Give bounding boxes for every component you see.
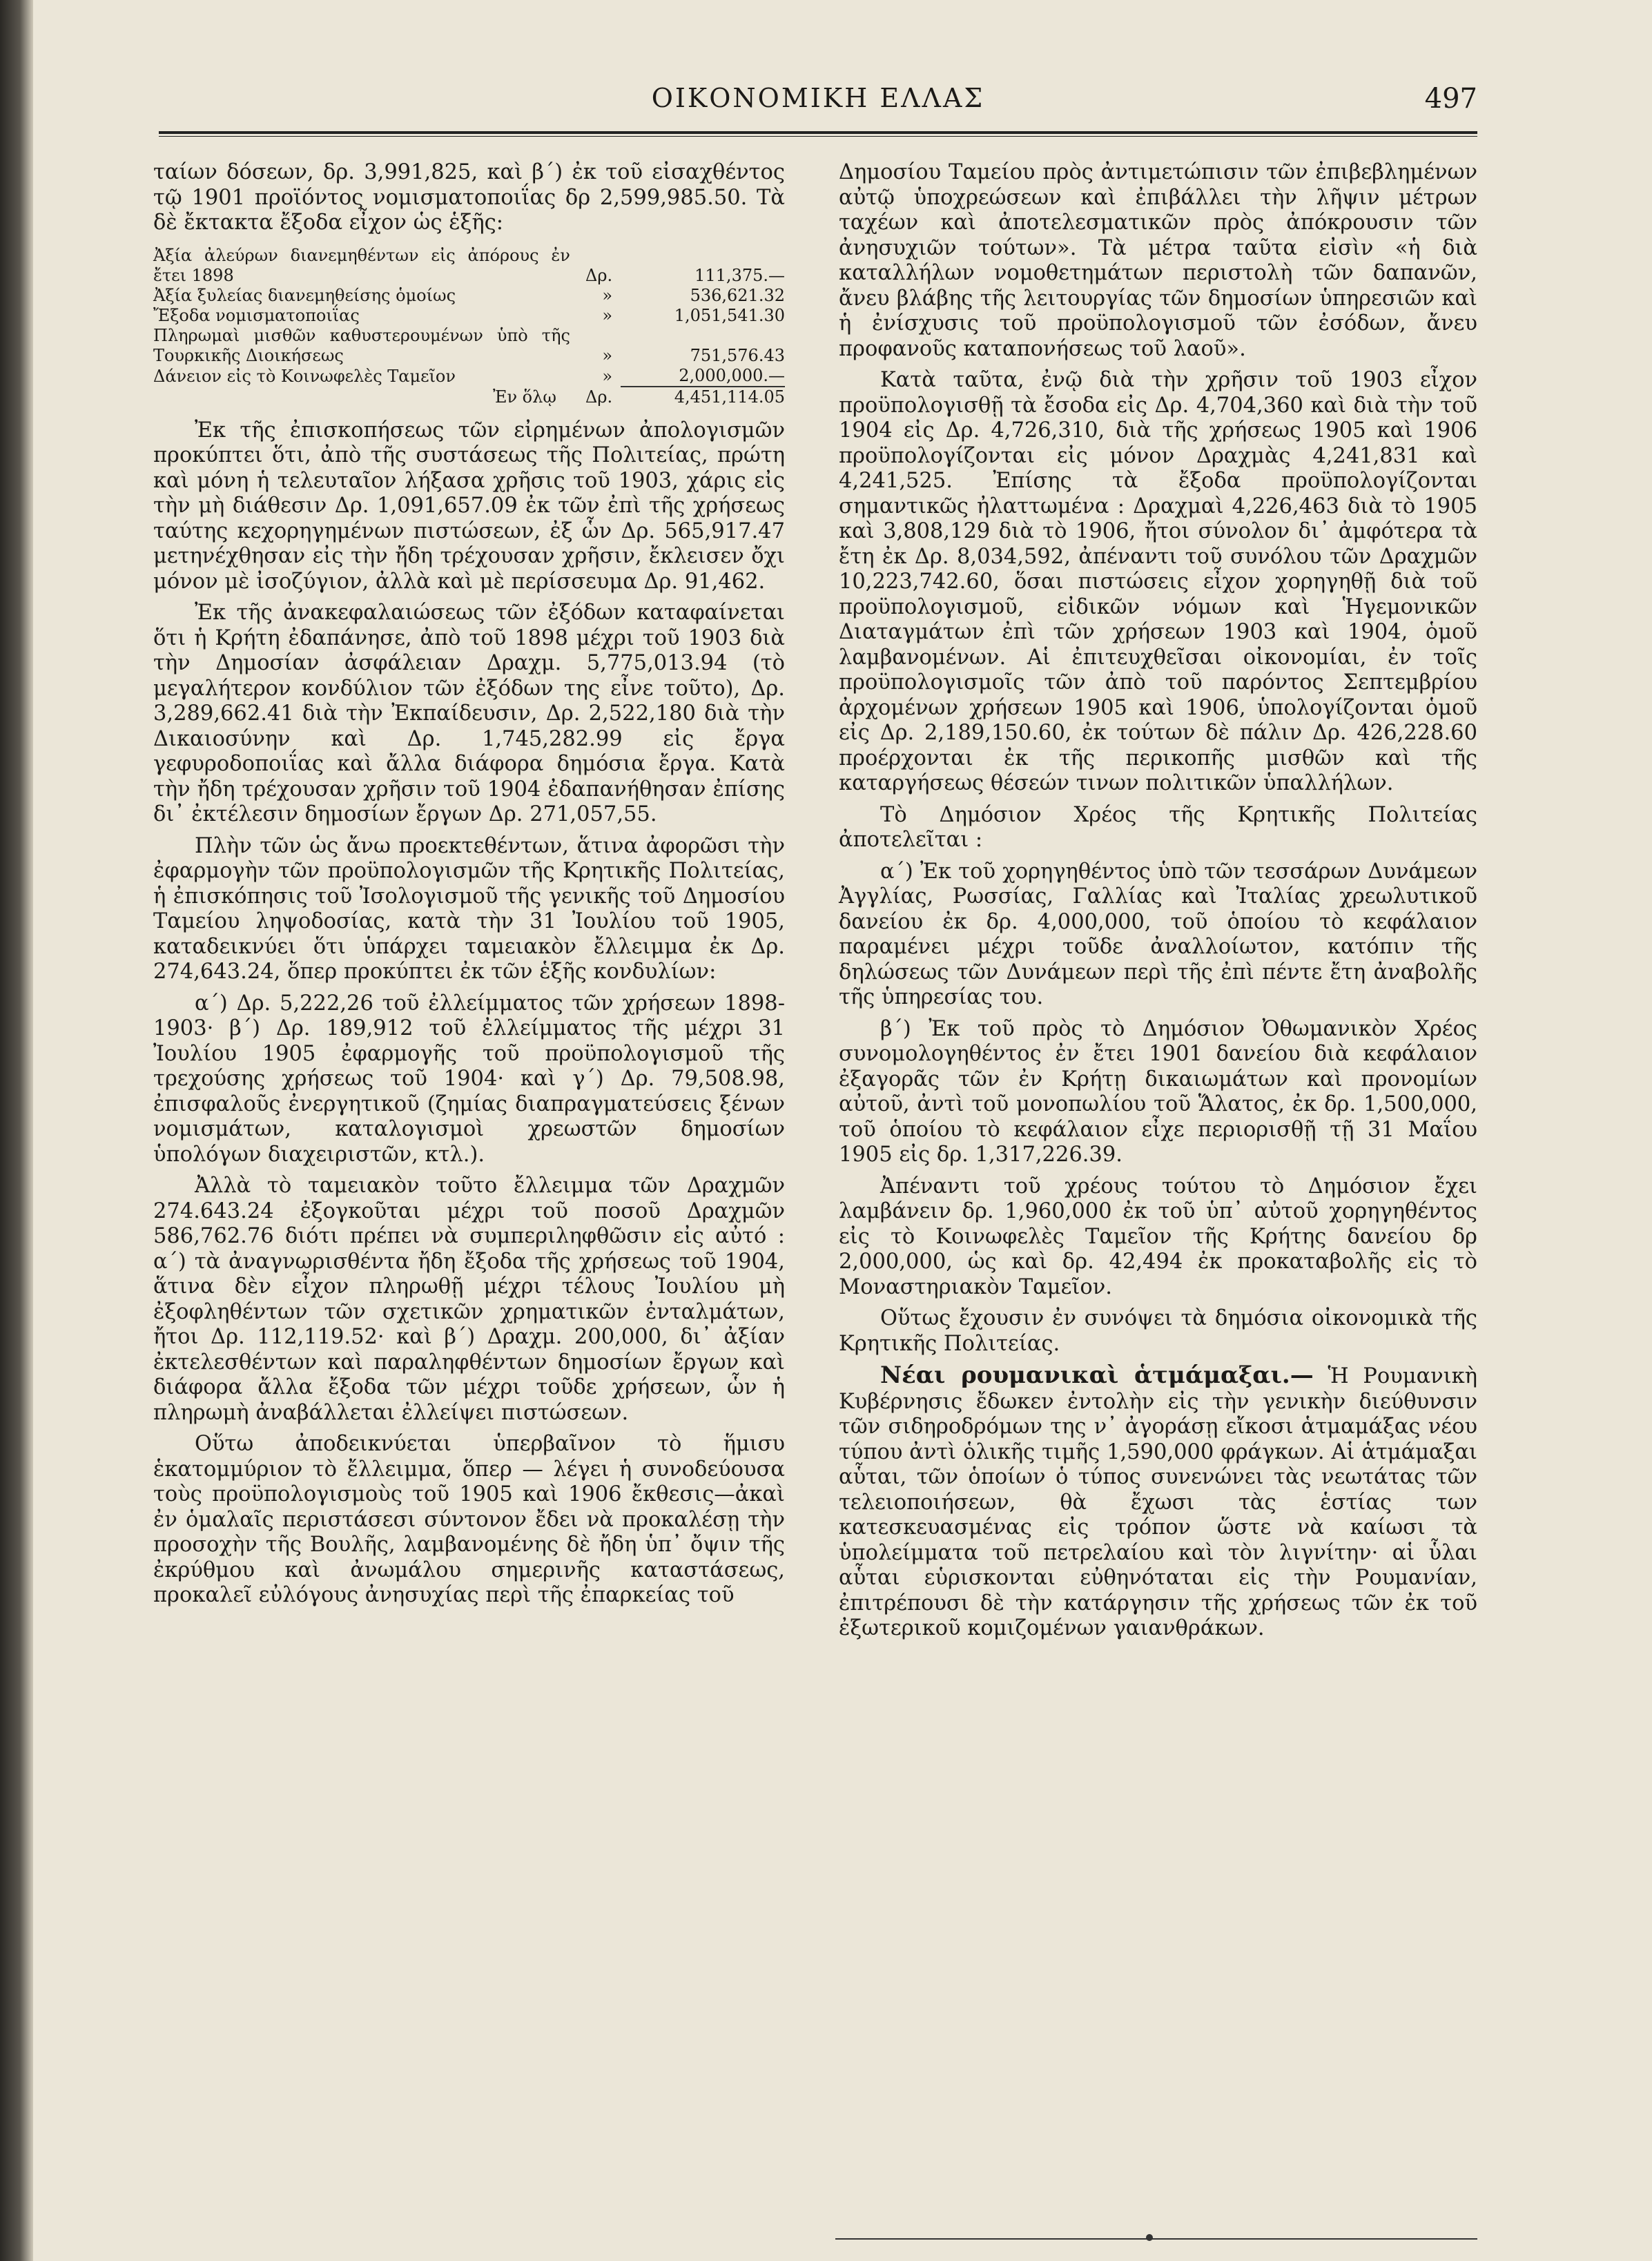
page-number: 497 xyxy=(1424,83,1477,115)
row-amount: 2,000,000.— xyxy=(679,365,785,385)
news-heading: Νέαι ρουμανικαὶ ἁτμάμαξαι.— xyxy=(880,1361,1314,1389)
table-total-row xyxy=(153,387,785,407)
row-amount: 536,621.32 xyxy=(690,285,785,305)
right-column xyxy=(839,160,1477,1648)
header-rule xyxy=(159,131,1477,137)
total-currency: Δρ. xyxy=(585,387,613,407)
page-header xyxy=(159,83,1477,124)
right-paragraph-7: Οὕτως ἔχουσιν ἐν συνόψει τὰ δημόσια οἰκονομικὰ τῆς Κρητικῆς Πολιτείας. xyxy=(839,1306,1477,1356)
row-currency: » xyxy=(602,345,613,365)
left-paragraph-7: Οὕτω ἀποδεικνύεται ὑπερβαῖνον τὸ ἥμισυ ἑκατομμύριον τὸ ἔλλειμμα, ὅπερ — λέγει ἡ συνοδεύουσα τοὺς προϋπολογισμοὺς τοῦ 1905 καὶ 1906 ἔκθεσις—ἀκαὶ ἐν ὁμαλαῖς περιστάσεσι σύντονον ἔδει νὰ προκαλέσῃ τὴν προσοχὴν τῆς Βουλῆς, λαμβανομένης δὲ ἤδη ὑπ᾽ ὄψιν τῆς ἐκρύθμου καὶ ἀνωμάλου σημερινῆς καταστάσεως, προκαλεῖ εὐλόγους ἀνησυχίας περὶ τῆς ἐπαρκείας τοῦ xyxy=(153,1432,785,1607)
bottom-ornament xyxy=(1146,2234,1153,2241)
right-paragraph-3: Τὸ Δημόσιον Χρέος τῆς Κρητικῆς Πολιτείας ἀποτελεῖται : xyxy=(839,802,1477,852)
right-paragraph-1: Δημοσίου Ταμείου πρὸς ἀντιμετώπισιν τῶν ἐπιβεβλημένων αὐτῷ ὑποχρεώσεων καὶ ἐπιβάλλει τὴν λῆψιν μέτρων ταχέων καὶ ἀποτελεσματικῶν πρὸς ἀπόκρουσιν τῶν ἀνησυχιῶν τούτων». Τὰ μέτρα ταῦτα εἰσὶν «ἡ διὰ καταλλήλων νομοθετημάτων περιστολὴ τῶν δαπανῶν, ἄνευ βλάβης τῆς λειτουργίας τῶν δημοσίων ὑπηρεσιῶν καὶ ἡ ἐνίσχυσις τοῦ προϋπολογισμοῦ τῶν ἐσόδων, ἄνευ προφανοῦς καταπονήσεως τοῦ λαοῦ». xyxy=(839,160,1477,361)
journal-title: ΟΙΚΟΝΟΜΙΚΗ ΕΛΛΑΣ xyxy=(651,83,985,113)
row-amount: 1,051,541.30 xyxy=(674,305,785,325)
table-row xyxy=(153,246,785,286)
left-paragraph-6: Ἀλλὰ τὸ ταμειακὸν τοῦτο ἔλλειμμα τῶν Δραχμῶν 274.643.24 ἐξογκοῦται μέχρι τοῦ ποσοῦ Δραχμῶν 586,762.76 διότι πρέπει νὰ συμπεριληφθῶσιν εἰς αὐτό : α΄) τὰ ἀναγνωρισθέντα ἤδη ἔξοδα τῆς χρήσεως τοῦ 1904, ἅτινα δὲν εἶχον πληρωθῇ μέχρι τέλους Ἰουλίου μὴ ἐξοφληθέντων τῶν σχετικῶν χρηματικῶν ἐνταλμάτων, ἤτοι Δρ. 112,119.52· καὶ β΄) Δραχμ. 200,000, δι᾽ ἀξίαν ἐκτελεσθέντων καὶ παραληφθέντων δημοσίων ἔργων καὶ διάφορα ἄλλα ἔξοδα τῶν μέχρι τοῦδε χρήσεων, ὧν ἡ πληρωμὴ ἀναβάλλεται ἐλλείψει πιστώσεων. xyxy=(153,1174,785,1425)
right-paragraph-6: Ἀπέναντι τοῦ χρέους τούτου τὸ Δημόσιον ἔχει λαμβάνειν δρ. 1,960,000 ἐκ τοῦ ὑπ᾽ αὐτοῦ χορηγηθέντος εἰς τὸ Κοινωφελὲς Ταμεῖον τῆς Κρήτης δανείου δρ 2,000,000, ὡς καὶ δρ. 42,494 ἐκ προκαταβολῆς εἰς τὸ Μοναστηριακὸν Ταμεῖον. xyxy=(839,1174,1477,1299)
left-paragraph-2: Ἐκ τῆς ἐπισκοπήσεως τῶν εἰρημένων ἀπολογισμῶν προκύπτει ὅτι, ἀπὸ τῆς συστάσεως τῆς Πολιτείας, πρώτη καὶ μόνη ἡ τελευταῖον λήξασα χρῆσις τοῦ 1903, χάρις εἰς τὴν μὴ διάθεσιν Δρ. 1,091,657.09 ἐκ τῶν ἐπὶ τῆς χρήσεως ταύτης κεχορηγημένων πιστώσεων, ἐξ ὧν Δρ. 565,917.47 μετηνέχθησαν εἰς τὴν ἤδη τρέχουσαν χρῆσιν, ἔκλεισεν ὄχι μόνον μὲ ἰσοζύγιον, ἀλλὰ καὶ μὲ περίσσευμα Δρ. 91,462. xyxy=(153,418,785,594)
row-label: Πληρωμαὶ μισθῶν καθυστερουμένων ὑπὸ τῆς Τουρκικῆς Διοικήσεως xyxy=(153,325,570,365)
left-paragraph-5: α΄) Δρ. 5,222,26 τοῦ ἐλλείμματος τῶν χρήσεων 1898-1903· β΄) Δρ. 189,912 τοῦ ἐλλείμματος τῆς μέχρι 31 Ἰουλίου 1905 ἐφαρμογῆς τοῦ προϋπολογισμοῦ τῆς τρεχούσης χρήσεως τοῦ 1904· καὶ γ΄) Δρ. 79,508.98, ἐπισφαλοῦς ἐνεργητικοῦ (ζημίας διαπραγματεύσεις ξένων νομισμάτων, καταλογισμοὶ χρεωστῶν δημοσίων ὑπολόγων διαχειριστῶν, κτλ.). xyxy=(153,991,785,1167)
total-label: Ἐν ὅλῳ xyxy=(492,387,556,407)
row-amount: 111,375.— xyxy=(694,265,785,285)
left-paragraph-3: Ἐκ τῆς ἀνακεφαλαιώσεως τῶν ἐξόδων καταφαίνεται ὅτι ἡ Κρήτη ἐδαπάνησε, ἀπὸ τοῦ 1898 μέχρι τοῦ 1903 διὰ τὴν Δημοσίαν ἀσφάλειαν Δραχμ. 5,775,013.94 (τὸ μεγαλήτερον κονδύλιον τῶν ἐξόδων της εἶνε τοῦτο), Δρ. 3,289,662.41 διὰ τὴν Ἐκπαίδευσιν, Δρ. 2,522,180 διὰ τὴν Δικαιοσύνην καὶ Δρ. 1,745,282.99 εἰς ἔργα γεφυροδοποιΐας καὶ ἄλλα διάφορα δημόσια ἔργα. Κατὰ τὴν ἤδη τρέχουσαν χρῆσιν τοῦ 1904 ἐδαπανήθησαν ἐπίσης δι᾽ ἐκτέλεσιν δημοσίων ἔργων Δρ. 271,057,55. xyxy=(153,601,785,826)
bottom-rule xyxy=(835,2238,1477,2240)
row-label: Δάνειον εἰς τὸ Κοινωφελὲς Ταμεῖον xyxy=(153,366,456,386)
news-item xyxy=(839,1363,1477,1642)
news-body: Ἡ Ρουμανικὴ Κυβέρνησις ἔδωκεν ἐντολὴν εἰς τὴν γενικὴν διεύθυνσιν τῶν σιδηροδρόμων της ν᾽ ἀγοράσῃ εἴκοσι ἁτμαμάξας νέου τύπου ἀντὶ ὁλικῆς τιμῆς 1,590,000 φράγκων. Αἱ ἁτμάμαξαι αὗται, τῶν ὁποίων ὁ τύπος συνενώνει τὰς νεωτάτας τῶν τελειοποιήσεων, θὰ ἔχωσι τὰς ἑστίας των κατεσκευασμένας εἰς τρόπον ὥστε νὰ καίωσι τὰ ὑπολείμματα τοῦ πετρελαίου καὶ τὸν λιγνίτην· αἱ ὗλαι αὗται εὑρισκονται εὐθηνόταται εἰς τὴν Ρουμανίαν, ἐπιτρέπουσι δὲ τὴν κατάργησιν τῆς χρήσεως τῶν ἐκ τοῦ ἐξωτερικοῦ κομιζομένων γαιανθράκων. xyxy=(839,1364,1477,1640)
right-paragraph-2: Κατὰ ταῦτα, ἐνῷ διὰ τὴν χρῆσιν τοῦ 1903 εἶχον προϋπολογισθῇ τὰ ἔσοδα εἰς Δρ. 4,704,360 καὶ διὰ τὴν τοῦ 1904 εἰς Δρ. 4,726,310, διὰ τῆς χρήσεως 1905 καὶ 1906 προϋπολογίζονται εἰς μόνον Δραχμὰς 4,241,831 καὶ 4,241,525. Ἐπίσης τὰ ἔξοδα προϋπολογίζονται σημαντικῶς ἠλαττωμένα : Δραχμαὶ 4,226,463 διὰ τὸ 1905 καὶ 3,808,129 διὰ τὸ 1906, ἤτοι σύνολον δι᾽ ἀμφότερα τὰ ἔτη ἐκ Δρ. 8,034,592, ἀπέναντι τοῦ συνόλου τῶν Δραχμῶν 10,223,742.60, ὅσαι πιστώσεις εἶχον χορηγηθῇ διὰ τοῦ προϋπολογισμοῦ, εἰδικῶν νόμων καὶ Ἡγεμονικῶν Διαταγμάτων ἐπὶ τῶν χρήσεων 1903 καὶ 1904, ὁμοῦ λαμβανομένων. Αἱ ἐπιτευχθεῖσαι οἰκονομίαι, ἐν τοῖς προϋπολογισμοῖς τῶν ἀπὸ τοῦ παρόντος Σεπτεμβρίου ἀρχομένων χρήσεων 1905 καὶ 1906, ὑπολογίζονται ὁμοῦ εἰς Δρ. 2,189,150.60, ἐκ τούτων δὲ πάλιν Δρ. 426,228.60 προέρχονται ἐκ τῆς περικοπῆς μισθῶν καὶ τῆς καταργήσεως θέσεών τινων πολιτικῶν ὑπαλλήλων. xyxy=(839,368,1477,795)
table-row xyxy=(153,306,785,326)
row-label: Ἀξία ξυλείας διανεμηθείσης ὁμοίως xyxy=(153,285,456,305)
row-currency: » xyxy=(602,366,613,386)
row-label: Ἔξοδα νομισματοποιΐας xyxy=(153,305,360,325)
row-currency: » xyxy=(602,285,613,305)
right-paragraph-5: β΄) Ἐκ τοῦ πρὸς τὸ Δημόσιον Ὀθωμανικὸν Χρέος συνομολογηθέντος ἐν ἔτει 1901 δανείου διὰ κεφάλαιον ἐξαγορᾶς τῶν ἐν Κρήτῃ δικαιωμάτων καὶ προνομίων αὐτοῦ, ἀντὶ τοῦ μονοπωλίου τοῦ Ἅλατος, ἐκ δρ. 1,500,000, τοῦ ὁποίου τὸ κεφάλαιον εἶχε περιορισθῇ τῇ 31 Μαΐου 1905 εἰς δρ. 1,317,226.39. xyxy=(839,1016,1477,1167)
row-currency: Δρ. xyxy=(585,265,613,285)
left-paragraph-4: Πλὴν τῶν ὡς ἄνω προεκτεθέντων, ἅτινα ἀφορῶσι τὴν ἐφαρμογὴν τῶν προϋπολογισμῶν τῆς Κρητικῆς Πολιτείας, ἡ ἐπισκόπησις τοῦ Ἰσολογισμοῦ τῆς γενικῆς τοῦ Δημοσίου Ταμείου ληψοδοσίας, κατὰ τὴν 31 Ἰουλίου τοῦ 1905, καταδεικνύει ὅτι ὑπάρχει ταμειακὸν ἔλλειμμα ἐκ Δρ. 274,643.24, ὅπερ προκύπτει ἐκ τῶν ἑξῆς κονδυλίων: xyxy=(153,833,785,984)
left-column xyxy=(153,160,785,1615)
table-row xyxy=(153,286,785,306)
extraordinary-expenses-table xyxy=(153,246,785,407)
page-binding-shadow xyxy=(0,0,33,2261)
row-label: Ἀξία ἀλεύρων διανεμηθέντων εἰς ἀπόρους ἐν ἔτει 1898 xyxy=(153,245,570,285)
table-row xyxy=(153,366,785,387)
row-currency: » xyxy=(602,305,613,325)
row-amount: 751,576.43 xyxy=(690,345,785,365)
total-amount: 4,451,114.05 xyxy=(621,387,785,407)
table-row xyxy=(153,326,785,366)
right-paragraph-4: α΄) Ἐκ τοῦ χορηγηθέντος ὑπὸ τῶν τεσσάρων Δυνάμεων Ἀγγλίας, Ρωσσίας, Γαλλίας καὶ Ἰταλίας χρεωλυτικοῦ δανείου ἐκ δρ. 4,000,000, τοῦ ὁποίου τὸ κεφάλαιον παραμένει μέχρι τοῦδε ἀναλλοίωτον, κατόπιν τῆς δηλώσεως τῶν Δυνάμεων περὶ τῆς ἐπὶ πέντε ἔτη ἀναβολῆς τῆς ὑπηρεσίας του. xyxy=(839,859,1477,1009)
left-paragraph-1: ταίων δόσεων, δρ. 3,991,825, καὶ β΄) ἐκ τοῦ εἰσαχθέντος τῷ 1901 προϊόντος νομισματοποιΐας δρ 2,599,985.50. Τὰ δὲ ἔκτακτα ἔξοδα εἶχον ὡς ἑξῆς: xyxy=(153,160,785,235)
